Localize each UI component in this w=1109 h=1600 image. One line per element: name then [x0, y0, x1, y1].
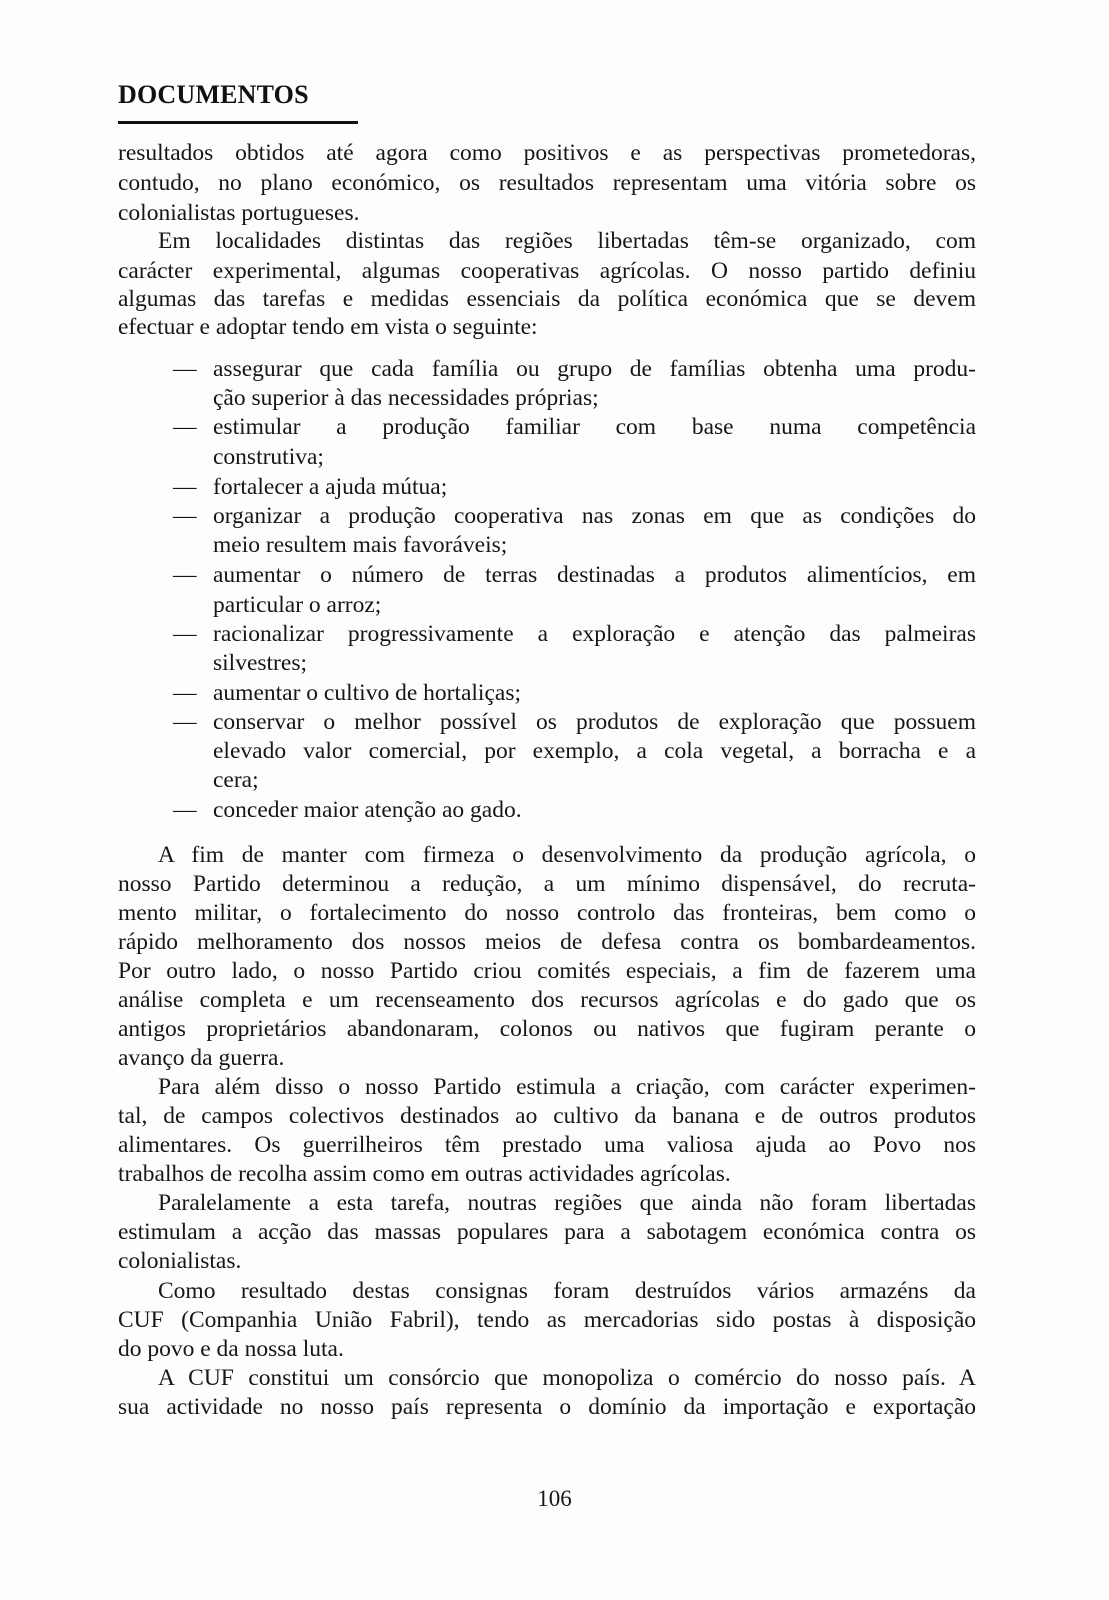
dash-bullet: —	[173, 356, 197, 382]
text-line: algumas das tarefas e medidas essenciais da política económica que se devem	[118, 286, 976, 312]
list-item-line: elevado valor comercial, por exemplo, a cola vegetal, a borracha e a	[213, 738, 976, 764]
list-item-line: silvestres;	[213, 650, 307, 676]
page-number: 106	[537, 1486, 572, 1511]
section-header: DOCUMENTOS	[118, 80, 309, 109]
text-line: rápido melhoramento dos nossos meios de defesa contra os bombardeamentos.	[118, 929, 976, 955]
list-item-line: fortalecer a ajuda mútua;	[213, 474, 448, 500]
text-line: nosso Partido determinou a redução, a um mínimo dispensável, do recruta-	[118, 871, 976, 897]
text-line: tal, de campos colectivos destinados ao cultivo da banana e de outros produtos	[118, 1103, 976, 1129]
list-item-line: conceder maior atenção ao gado.	[213, 797, 522, 823]
dash-bullet: —	[173, 562, 197, 588]
text-line: avanço da guerra.	[118, 1045, 285, 1071]
dash-bullet: —	[173, 621, 197, 647]
text-line: contudo, no plano económico, os resultados representam uma vitória sobre os	[118, 170, 976, 196]
list-item-line: particular o arroz;	[213, 592, 382, 618]
text-line: do povo e da nossa luta.	[118, 1336, 344, 1362]
text-line: análise completa e um recenseamento dos recursos agrícolas e do gado que os	[118, 987, 976, 1013]
paragraph-first-line: Como resultado destas consignas foram destruídos vários armazéns da	[158, 1278, 976, 1304]
text-line: CUF (Companhia União Fabril), tendo as mercadorias sido postas à disposição	[118, 1307, 976, 1333]
text-line: efectuar e adoptar tendo em vista o seguinte:	[118, 314, 538, 340]
text-line: alimentares. Os guerrilheiros têm prestado uma valiosa ajuda ao Povo nos	[118, 1132, 976, 1158]
dash-bullet: —	[173, 414, 197, 440]
dash-bullet: —	[173, 797, 197, 823]
dash-bullet: —	[173, 680, 197, 706]
list-item-line: assegurar que cada família ou grupo de famílias obtenha uma produ-	[213, 356, 976, 382]
dash-bullet: —	[173, 503, 197, 529]
list-item-line: construtiva;	[213, 444, 324, 470]
text-line: colonialistas portugueses.	[118, 200, 360, 226]
paragraph-first-line: Para além disso o nosso Partido estimula a criação, com carácter experimen-	[158, 1074, 976, 1100]
header-underline	[118, 121, 358, 124]
list-item-line: aumentar o número de terras destinadas a produtos alimentícios, em	[213, 562, 976, 588]
list-item-line: meio resultem mais favoráveis;	[213, 532, 508, 558]
text-line: antigos proprietários abandonaram, colonos ou nativos que fugiram perante o	[118, 1016, 976, 1042]
text-line: mento militar, o fortalecimento do nosso controlo das fronteiras, bem como o	[118, 900, 976, 926]
text-line: carácter experimental, algumas cooperativas agrícolas. O nosso partido definiu	[118, 258, 976, 284]
list-item-line: estimular a produção familiar com base numa competência	[213, 414, 976, 440]
list-item-line: organizar a produção cooperativa nas zonas em que as condições do	[213, 503, 976, 529]
list-item-line: ção superior à das necessidades próprias;	[213, 385, 599, 411]
list-item-line: aumentar o cultivo de hortaliças;	[213, 680, 522, 706]
paragraph-first-line: Em localidades distintas das regiões libertadas têm-se organizado, com	[158, 228, 976, 254]
text-line: resultados obtidos até agora como positivos e as perspectivas prometedoras,	[118, 140, 976, 166]
dash-bullet: —	[173, 709, 197, 735]
paragraph-first-line: A CUF constitui um consórcio que monopoliza o comércio do nosso país. A	[158, 1365, 976, 1391]
text-line: trabalhos de recolha assim como em outras actividades agrícolas.	[118, 1161, 731, 1187]
list-item-line: cera;	[213, 767, 259, 793]
text-line: colonialistas.	[118, 1248, 242, 1274]
text-line: estimulam a acção das massas populares para a sabotagem económica contra os	[118, 1219, 976, 1245]
list-item-line: conservar o melhor possível os produtos de exploração que possuem	[213, 709, 976, 735]
text-line: Por outro lado, o nosso Partido criou comités especiais, a fim de fazerem uma	[118, 958, 976, 984]
dash-bullet: —	[173, 474, 197, 500]
paragraph-first-line: Paralelamente a esta tarefa, noutras regiões que ainda não foram libertadas	[158, 1190, 976, 1216]
list-item-line: racionalizar progressivamente a exploração e atenção das palmeiras	[213, 621, 976, 647]
text-line: sua actividade no nosso país representa o domínio da importação e exportação	[118, 1394, 976, 1420]
paragraph-first-line: A fim de manter com firmeza o desenvolvimento da produção agrícola, o	[158, 842, 976, 868]
